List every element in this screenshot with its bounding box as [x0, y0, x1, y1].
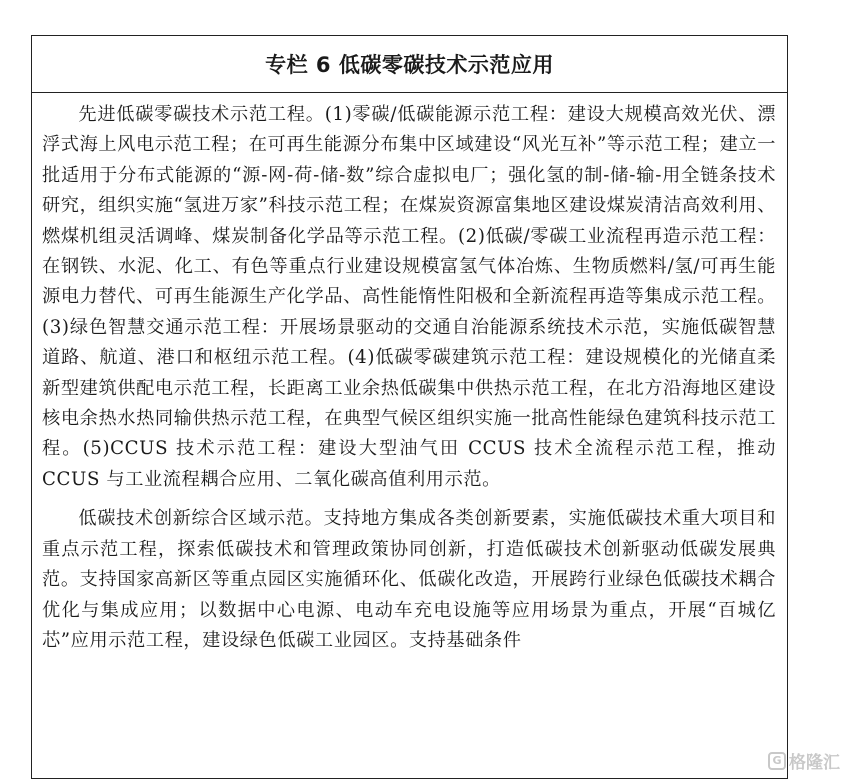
column-content — [32, 93, 787, 656]
column-box — [31, 35, 788, 779]
paragraph-1: 先进低碳零碳技术示范工程。(1)零碳/低碳能源示范工程：建设大规模高效光伏、漂浮式海上风电示范工程；在可再生能源分布集中区域建设“风光互补”等示范工程；建立一批适用于分布式能源的“源-网-荷-储-数”综合虚拟电厂；强化氢的制-储-输-用全链条技术研究，组织实施“氢进万家”科技示范工程；在煤炭资源富集地区建设煤炭清洁高效利用、燃煤机组灵活调峰、煤炭制备化学品等示范工程。(2)低碳/零碳工业流程再造示范工程：在钢铁、水泥、化工、有色等重点行业建设规模富氢气体冶炼、生物质燃料/氢/可再生能源电力替代、可再生能源生产化学品、高性能惰性阳极和全新流程再造等集成示范工程。(3)绿色智慧交通示范工程：开展场景驱动的交通自治能源系统技术示范，实施低碳智慧道路、航道、港口和枢纽示范工程。(4)低碳零碳建筑示范工程：建设规模化的光储直柔新型建筑供配电示范工程，长距离工业余热低碳集中供热示范工程，在北方沿海地区建设核电余热水热同输供热示范工程，在典型气候区组织实施一批高性能绿色建筑科技示范工程。(5)CCUS 技术示范工程：建设大型油气田 CCUS 技术全流程示范工程，推动 CCUS 与工业流程耦合应用、二氧化碳高值利用示范。 — [42, 104, 776, 490]
watermark-logo-icon: G — [768, 752, 786, 770]
paragraph-2: 低碳技术创新综合区域示范。支持地方集成各类创新要素，实施低碳技术重大项目和重点示范工程，探索低碳技术和管理政策协同创新，打造低碳技术创新驱动低碳发展典范。支持国家高新区等重点园区实施循环化、低碳化改造，开展跨行业绿色低碳技术耦合优化与集成应用；以数据中心电源、电动车充电设施等应用场景为重点，开展“百城亿芯”应用示范工程，建设绿色低碳工业园区。支持基础条件 — [42, 508, 776, 651]
watermark-text: 格隆汇 — [789, 753, 840, 773]
watermark — [768, 748, 840, 773]
column-title: 专栏 6 低碳零碳技术示范应用 — [32, 36, 787, 93]
